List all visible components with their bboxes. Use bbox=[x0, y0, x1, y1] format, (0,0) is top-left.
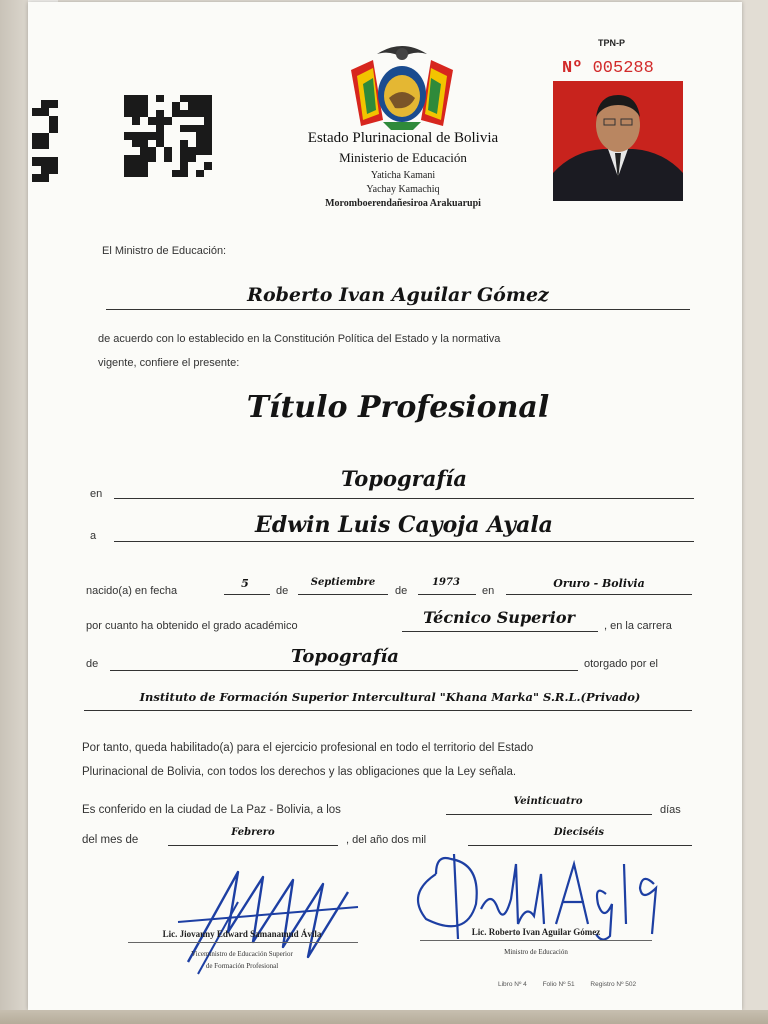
certificate-title: Título Profesional bbox=[246, 390, 550, 425]
state-name: Estado Plurinacional de Bolivia bbox=[307, 130, 499, 146]
mes-label: del mes de bbox=[82, 834, 139, 846]
minister-name: Roberto Ivan Aguilar Gómez bbox=[247, 284, 549, 306]
underline bbox=[106, 309, 690, 310]
a-label: a bbox=[90, 530, 97, 542]
birth-year: 1973 bbox=[432, 577, 460, 588]
underline bbox=[446, 814, 652, 815]
table-surface bbox=[0, 1010, 768, 1024]
authorization-text: Por tanto, queda habilitado(a) para el ejercicio profesional en todo el territorio del Estado bbox=[82, 742, 534, 754]
right-signer-role: Ministro de Educación bbox=[504, 948, 568, 956]
conferral-day: Veinticuatro bbox=[513, 796, 583, 807]
ministry-name: Ministerio de Educación bbox=[339, 150, 467, 165]
minister-label: El Ministro de Educación: bbox=[102, 245, 227, 257]
motto-line: Yachay Kamachiq bbox=[366, 184, 440, 195]
left-signer-role: de Formación Profesional bbox=[205, 962, 279, 970]
underline bbox=[224, 594, 270, 595]
birth-place: Oruro - Bolivia bbox=[553, 577, 645, 590]
qr-code bbox=[124, 95, 212, 177]
field-of-study: Topografía bbox=[341, 466, 467, 491]
registro-label: Registro Nº bbox=[590, 981, 624, 988]
conferral-month: Febrero bbox=[231, 827, 275, 838]
folio-label: Folio Nº bbox=[542, 981, 566, 988]
underline bbox=[298, 594, 388, 595]
de-label: de bbox=[86, 658, 99, 670]
registration-footer bbox=[498, 981, 636, 988]
underline bbox=[114, 541, 694, 542]
motto-line: Moromboerendañesiroa Arakuarupi bbox=[325, 198, 481, 209]
background-surface bbox=[0, 0, 30, 1024]
qr-code-fragment bbox=[32, 100, 58, 182]
institution-name: Instituto de Formación Superior Intercultural "Khana Marka" S.R.L.(Privado) bbox=[139, 690, 641, 704]
birth-label: nacido(a) en fecha bbox=[86, 585, 178, 597]
signature-line bbox=[128, 942, 358, 943]
libro-label: Libro Nº bbox=[498, 981, 522, 988]
legal-text: de acuerdo con lo establecido en la Constitución Política del Estado y la normativa bbox=[98, 333, 501, 345]
birth-month: Septiembre bbox=[310, 577, 376, 588]
career-name: Topografía bbox=[291, 646, 399, 667]
dias-label: días bbox=[660, 804, 681, 816]
academic-degree: Técnico Superior bbox=[423, 608, 575, 627]
grado-label: por cuanto ha obtenido el grado académico bbox=[86, 620, 298, 632]
de-label: de bbox=[395, 585, 408, 597]
underline bbox=[84, 710, 692, 711]
conferral-year: Dieciséis bbox=[553, 827, 605, 838]
serial-prefix: Nº bbox=[562, 59, 583, 78]
otorgado-label: otorgado por el bbox=[584, 658, 658, 670]
form-code: TPN-P bbox=[598, 38, 625, 48]
underline bbox=[168, 845, 338, 846]
holder-photo bbox=[553, 81, 683, 201]
birth-day: 5 bbox=[241, 577, 249, 590]
underline bbox=[418, 594, 476, 595]
authorization-text: Plurinacional de Bolivia, con todos los derechos y las obligaciones que la Ley señala. bbox=[82, 766, 517, 778]
motto-line: Yaticha Kamani bbox=[370, 170, 436, 181]
right-signer-name: Lic. Roberto Ivan Aguilar Gómez bbox=[471, 927, 601, 937]
underline bbox=[506, 594, 692, 595]
certificate-paper bbox=[28, 2, 742, 1010]
registro-value: 502 bbox=[625, 981, 637, 988]
left-signer-role: Viceministro de Educación Superior bbox=[191, 950, 293, 958]
underline bbox=[110, 670, 578, 671]
de-label: de bbox=[276, 585, 289, 597]
underline bbox=[114, 498, 694, 499]
carrera-label: , en la carrera bbox=[604, 620, 672, 632]
left-signer-name: Lic. Jiovanny Edward Samanamud Ávila bbox=[162, 929, 322, 939]
legal-text: vigente, confiere el presente: bbox=[98, 357, 240, 369]
anio-label: , del año dos mil bbox=[346, 834, 427, 846]
folio-value: 51 bbox=[567, 981, 575, 988]
underline bbox=[402, 631, 598, 632]
libro-value: 4 bbox=[523, 981, 527, 988]
en-label: en bbox=[482, 585, 495, 597]
serial-value: 005288 bbox=[592, 59, 654, 78]
coat-of-arms-icon bbox=[343, 40, 461, 132]
en-label: en bbox=[90, 488, 103, 500]
recipient-name: Edwin Luis Cayoja Ayala bbox=[255, 512, 553, 538]
signature-line bbox=[420, 940, 652, 941]
serial-number bbox=[562, 59, 654, 78]
conferral-text: Es conferido en la ciudad de La Paz - Bolivia, a los bbox=[82, 804, 341, 816]
